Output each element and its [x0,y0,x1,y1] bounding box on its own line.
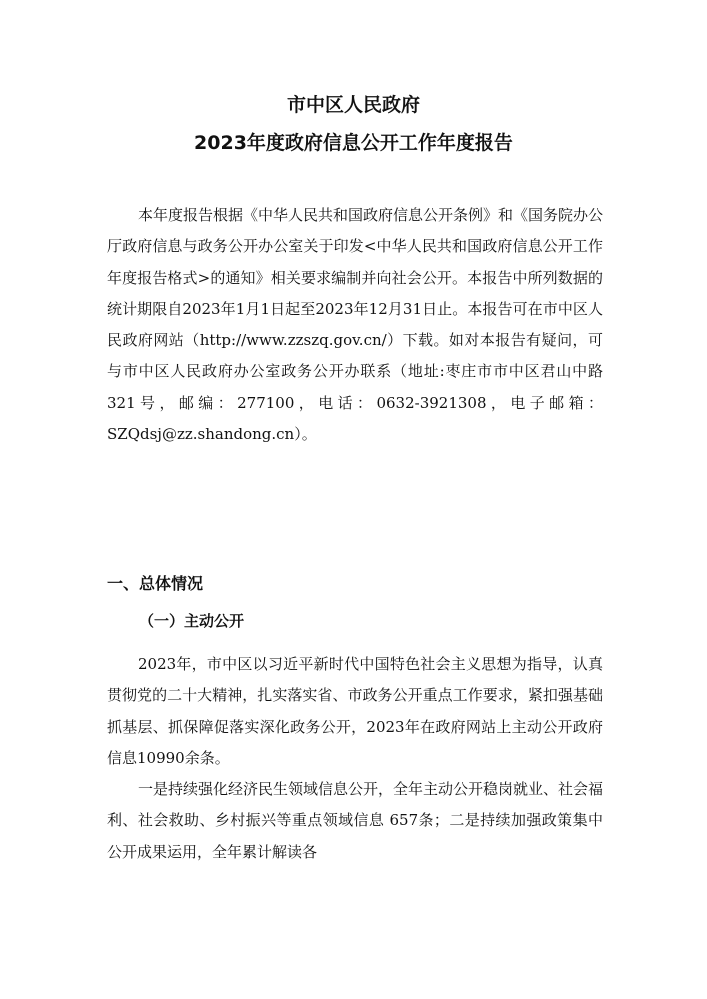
subsection-heading-proactive-disclosure: （一）主动公开 [139,612,245,630]
document-title-line1: 市中区人民政府 [286,94,420,116]
body-paragraph-2-block [107,774,603,868]
intro-paragraph-block [107,200,603,450]
section-heading-overview: 一、总体情况 [107,574,204,593]
intro-paragraph: 本年度报告根据《中华人民共和国政府信息公开条例》和《国务院办公厅政府信息与政务公开办公室关于印发<中华人民共和国政府信息公开工作年度报告格式>的通知》相关要求编制并向社会公开。本报告中所列数据的统计期限自2023年1月1日起至2023年12月31日止。本报告可在市中区人民政府网站（http://www.zzszq.gov.cn/）下载。如对本报告有疑问，可与市中区人民政府办公室政务公开办联系（地址:枣庄市市中区君山中路321号，邮编：277100，电话：0632-3921308，电子邮箱：SZQdsj@zz.shandong.cn）。 [107,206,604,444]
body-paragraph-2: 一是持续强化经济民生领域信息公开，全年主动公开稳岗就业、社会福利、社会救助、乡村振兴等重点领域信息 657条；二是持续加强政策集中公开成果运用，全年累计解读各 [107,780,604,861]
body-paragraph-1-block [107,649,603,774]
document-title-line2: 2023年度政府信息公开工作年度报告 [194,132,513,154]
body-paragraph-1: 2023年，市中区以习近平新时代中国特色社会主义思想为指导，认真贯彻党的二十大精神，扎实落实省、市政务公开重点工作要求，紧扣强基础抓基层、抓保障促落实深化政务公开，2023年在政府网站上主动公开政府信息10990余条。 [107,655,603,767]
